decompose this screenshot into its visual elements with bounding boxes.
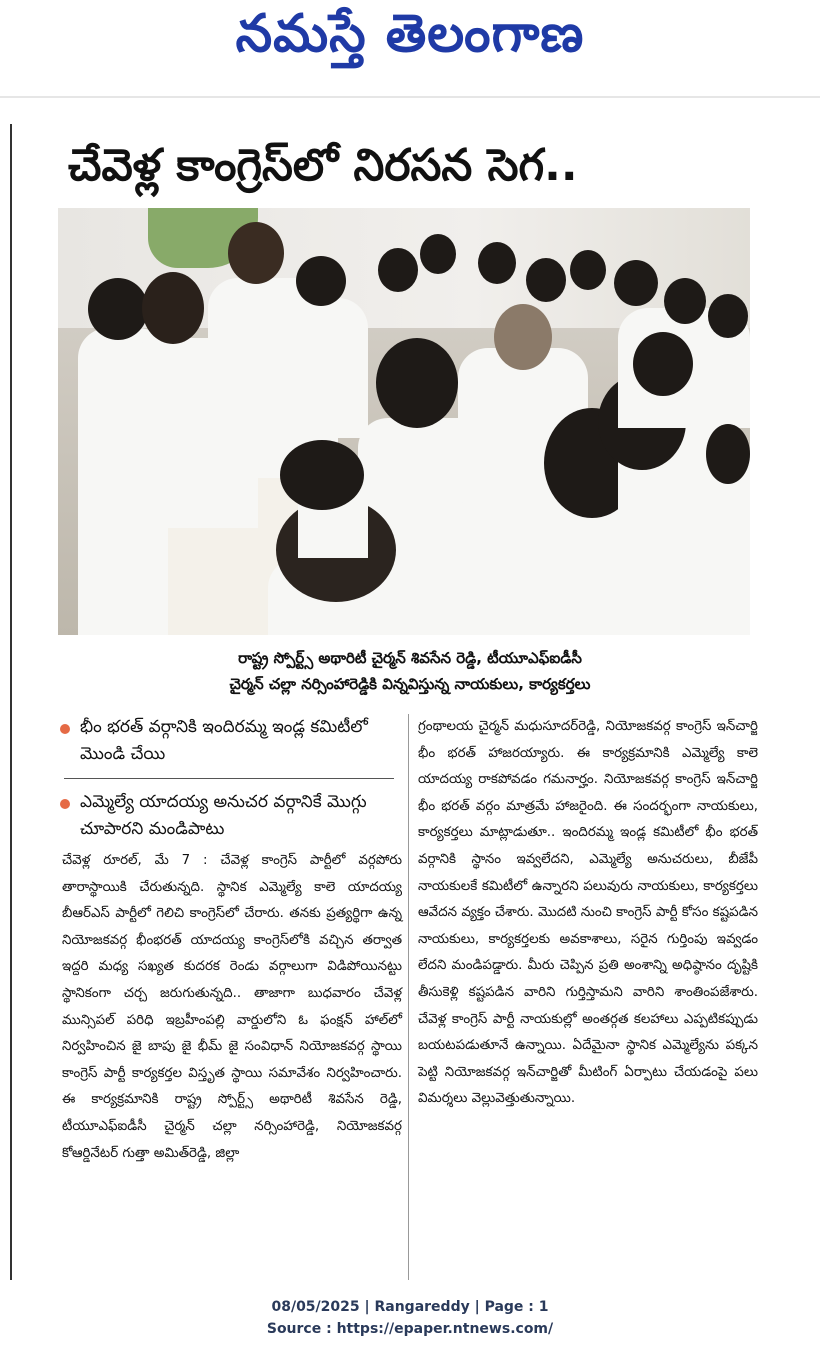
photo-head (228, 222, 284, 284)
photo-head (296, 256, 346, 306)
masthead (0, 0, 820, 92)
photo-head (280, 440, 364, 510)
highlight-item: భీం భరత్ వర్గానికి ఇందిరమ్మ ఇండ్ల కమిటీలో మొండి చేయి (54, 714, 400, 768)
photo-head (570, 250, 606, 290)
highlight-divider (64, 778, 394, 779)
photo-head (494, 304, 552, 370)
photo-head (142, 272, 204, 344)
caption-line-1: రాష్ట్ర స్పోర్ట్స్ అథారిటీ చైర్మన్ శివసేన రెడ్డి, టీయూఎఫ్ఐడీసీ (238, 649, 582, 667)
article-body-column-left: చేవెళ్ల రూరల్, మే 7 : చేవెళ్ల కాంగ్రెస్ పార్టీలో వర్గపోరు తారాస్థాయికి చేరుతున్నది. స్థానిక ఎమ్మెల్యే కాలె యాదయ్య బీఆర్ఎస్ పార్టీలో గెలిచి కాంగ్రెస్‌లో చేరారు. తనకు ప్రత్యర్థిగా ఉన్న నియోజకవర్గ భీంభరత్ యాదయ్య కాంగ్రెస్‌లోకి వచ్చిన తర్వాత ఇద్దరి మధ్య సఖ్యత కుదరక రెండు వర్గాలుగా విడిపోయినట్టు స్థానికంగా చర్చ జరుగుతున్నది.. తాజాగా బుధవారం చేవెళ్ల మున్సిపల్ పరిధి ఇబ్రహీంపల్లి వార్డులోని ఓ ఫంక్షన్ హాల్‌లో నిర్వహించిన జై బాపు జై భీమ్ జై సంవిధాన్ నియోజకవర్గ స్థాయి కాంగ్రెస్ పార్టీ కార్యకర్తల విస్తృత స్థాయి సమావేశం నిర్వహించారు. ఈ కార్యక్రమానికి రాష్ట్ర స్పోర్ట్స్ అథారిటీ శివసేన రెడ్డి, టీయూఎఫ్ఐడీసీ చైర్మన్ చల్లా నర్సింహారెడ్డి, నియోజకవర్గ కోఆర్డినేటర్ గుత్తా అమిత్‌రెడ్డి, జిల్లా (62, 853, 402, 1161)
photo-head (376, 338, 458, 428)
page-footer (0, 1296, 820, 1340)
article-highlights (54, 714, 400, 853)
photo-head (88, 278, 148, 340)
caption-line-2: చైర్మన్ చల్లా నర్సింహారెడ్డికి విన్నవిస్తున్న నాయకులు, కార్యకర్తలు (229, 675, 591, 693)
footer-meta: 08/05/2025 | Rangareddy | Page : 1 (271, 1299, 549, 1315)
photo-head (478, 242, 516, 284)
photo-head (614, 260, 658, 306)
photo-head (420, 234, 456, 274)
article-photo (58, 208, 750, 635)
photo-caption (10, 645, 810, 697)
article-body-column-right: గ్రంథాలయ చైర్మన్ మధుసూదర్‌రెడ్డి, నియోజకవర్గ కాంగ్రెస్ ఇన్‌చార్జి భీం భరత్ హాజరయ్యారు. ఈ కార్యక్రమానికి ఎమ్మెల్యే కాలె యాదయ్య రాకపోవడం గమనార్హం. నియోజకవర్గ కాంగ్రెస్ ఇన్‌చార్జి భీం భరత్ వర్గం మాత్రమే హాజరైంది. ఈ సందర్భంగా నాయకులు, కార్యకర్తలు మాట్లాడుతూ.. ఇందిరమ్మ ఇండ్ల కమిటీలో భీం భరత్ వర్గానికి స్థానం ఇవ్వలేదని, ఎమ్మెల్యే అనుచరులు, బీజేపీ నాయకులకే కమిటీలో ఉన్నారని పలువురు నాయకులు, కార్యకర్తలు ఆవేదన వ్యక్తం చేశారు. మొదటి నుంచి కాంగ్రెస్ పార్టీ కోసం కష్టపడిన నాయకులు, కార్యకర్తలకు అవకాశాలు, సరైన గుర్తింపు ఇవ్వడం లేదని మండిపడ్డారు. మీరు చెప్పిన ప్రతి అంశాన్ని అధిష్ఠానం దృష్టికి తీసుకెళ్లి కష్టపడిన వారిని గుర్తిస్తామని వారిని శాంతింపజేశారు. చేవెళ్ల కాంగ్రెస్ పార్టీ నాయకుల్లో అంతర్గత కలహాలు ఎప్పటికప్పుడు బయటపడుతూనే ఉన్నాయి. ఏదేమైనా స్థానిక ఎమ్మెల్యేను పక్కన పెట్టి నియోజకవర్గ ఇన్‌చార్జితో మీటింగ్ ఏర్పాటు చేయడంపై పలు విమర్శలు వెల్లువెత్తుతున్నాయి. (418, 719, 758, 1107)
photo-head (706, 424, 750, 484)
newspaper-logo: నమస్తే తెలంగాణ (235, 4, 585, 64)
article-headline: చేవెళ్ల కాంగ్రెస్‌లో నిరసన సెగ.. (68, 140, 578, 191)
photo-head (378, 248, 418, 292)
article-border (10, 124, 12, 1280)
news-article (10, 120, 810, 1280)
column-divider (408, 714, 409, 1280)
footer-source: Source : https://epaper.ntnews.com/ (266, 1321, 554, 1337)
photo-head (633, 332, 693, 396)
photo-head (526, 258, 566, 302)
photo-person (288, 298, 368, 438)
photo-head (708, 294, 748, 338)
masthead-divider (0, 96, 820, 98)
photo-head (664, 278, 706, 324)
highlight-item: ఎమ్మెల్యే యాదయ్య అనుచర వర్గానికే మొగ్గు చూపారని మండిపాటు (54, 789, 400, 843)
